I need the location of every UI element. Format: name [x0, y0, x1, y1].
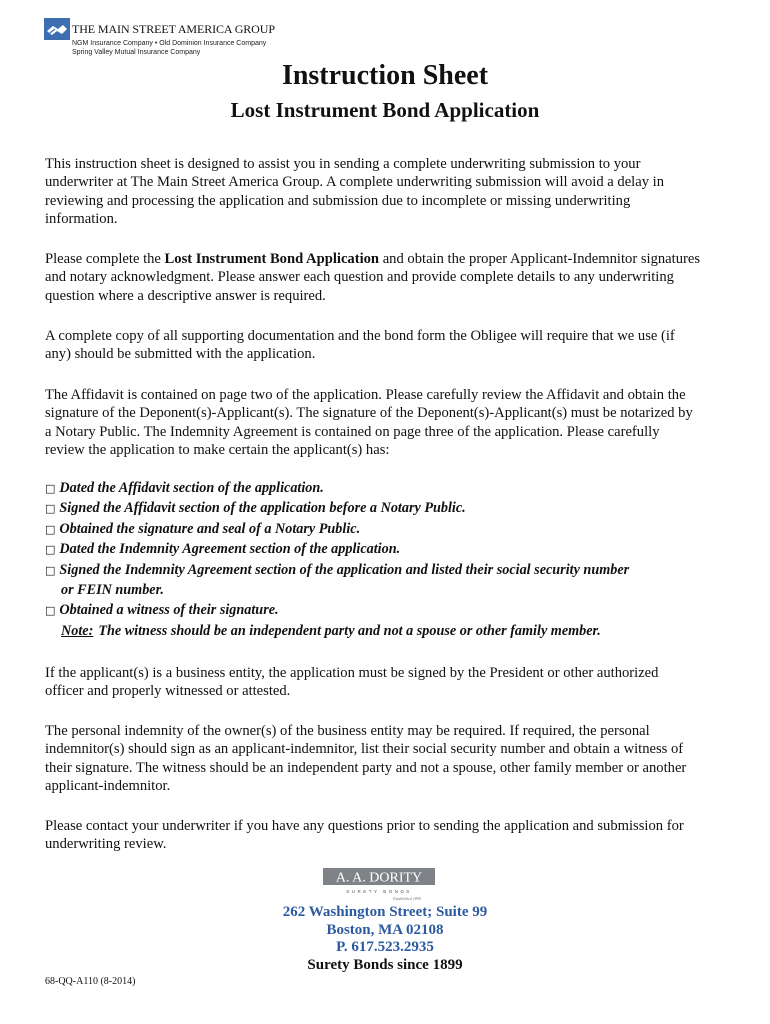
checkbox-icon: □: [45, 604, 56, 617]
note-text: The witness should be an independent party and not a spouse or other family member.: [98, 623, 601, 639]
text-line: review the application to make certain the applicant(s) has:: [45, 441, 390, 458]
footer-address-city: Boston, MA 02108: [326, 922, 444, 938]
checklist-text: Obtained a witness of their signature.: [59, 602, 279, 618]
text-line: signature of the Deponent(s)-Applicant(s). The signature of the Deponent(s)-Applicant(s) must be notarized by: [45, 405, 693, 422]
paragraph-supporting-docs: [45, 327, 735, 364]
text-line: Please contact your underwriter if you have any questions prior to sending the application and submission for: [45, 818, 684, 834]
page-title: Instruction Sheet: [281, 60, 489, 91]
checklist-text: Signed the Indemnity Agreement section of the application and listed their social security number: [59, 562, 630, 578]
checklist-text: Dated the Indemnity Agreement section of the application.: [59, 541, 401, 557]
text-line: [45, 250, 735, 268]
paragraph-intro: [45, 155, 735, 228]
dority-logo-name: A. A. DORITY: [335, 870, 423, 886]
text-line: A complete copy of all supporting documentation and the bond form the Obligee will require that we use (if: [45, 328, 675, 344]
company-subsidiaries-line1: NGM Insurance Company • Old Dominion Insurance Company: [72, 40, 267, 47]
text-line: a Notary Public. The Indemnity Agreement is contained on page three of the application. Please carefully: [45, 423, 660, 440]
checklist-item: [45, 478, 324, 499]
form-number: 68-QQ-A110 (8-2014): [45, 976, 136, 987]
text-line: The Affidavit is contained on page two of the application. Please carefully review the Affidavit and obtain the: [45, 387, 686, 403]
text-line: This instruction sheet is designed to assist you in sending a complete underwriting submission to your: [45, 156, 641, 172]
checklist-item: [45, 498, 466, 519]
footer-since: Surety Bonds since 1899: [307, 957, 463, 973]
dority-logo-established: Established 1899: [393, 896, 421, 901]
checklist-text: Obtained the signature and seal of a Notary Public.: [59, 521, 361, 537]
checkbox-icon: □: [45, 502, 56, 515]
text-line: any) should be submitted with the application.: [45, 346, 316, 363]
checkbox-icon: □: [45, 523, 56, 536]
paragraph-contact: [45, 817, 735, 854]
checklist-continuation: or FEIN number.: [61, 582, 164, 598]
text-line: reviewing and processing the application and submission due to incomplete or missing underwriting: [45, 192, 631, 209]
paragraph-complete-application: [45, 250, 735, 305]
company-name: THE MAIN STREET AMERICA GROUP: [72, 22, 275, 36]
checklist-item: [45, 560, 629, 581]
text-line: underwriter at The Main Street America Group. A complete underwriting submission will avoid a delay in: [45, 174, 665, 191]
checklist-item: [45, 539, 400, 560]
paragraph-personal-indemnity: [45, 722, 735, 795]
text-line: officer and properly witnessed or attested.: [45, 683, 291, 700]
text-line: question where a descriptive answer is required.: [45, 287, 326, 304]
text-span: and obtain the proper Applicant-Indemnitor signatures: [379, 251, 701, 267]
application-name: Lost Instrument Bond Application: [164, 251, 380, 267]
handshake-logo-icon: [44, 18, 70, 40]
dority-logo-tagline: SURETY BONDS: [346, 889, 412, 894]
text-line: If the applicant(s) is a business entity, the application must be signed by the President or other authorized: [45, 665, 659, 681]
text-line: and notary acknowledgment. Please answer each question and provide complete details to any underwriting: [45, 269, 674, 286]
text-line: indemnitor(s) should sign as an applicant-indemnitor, list their social security number and obtain a witness of: [45, 741, 684, 758]
company-subsidiaries-line2: Spring Valley Mutual Insurance Company: [72, 49, 201, 56]
paragraph-business-entity: [45, 664, 735, 701]
note-label: Note:: [61, 623, 94, 639]
text-line: their signature. The witness should be an independent party and not a spouse, other family member or another: [45, 759, 687, 776]
footer-address-street: 262 Washington Street; Suite 99: [282, 904, 488, 920]
checklist-text: Dated the Affidavit section of the application.: [59, 480, 324, 496]
text-line: information.: [45, 210, 118, 227]
checklist-note: [61, 621, 601, 641]
checkbox-icon: □: [45, 482, 56, 495]
text-line: The personal indemnity of the owner(s) of the business entity may be required. If required, the personal: [45, 723, 650, 739]
text-span: Please complete the: [45, 251, 165, 267]
checklist-item: [45, 519, 360, 540]
text-line: underwriting review.: [45, 836, 167, 853]
dority-logo: [323, 868, 435, 902]
text-line: applicant-indemnitor.: [45, 777, 171, 794]
checklist-item: [45, 600, 279, 621]
checkbox-icon: □: [45, 564, 56, 577]
paragraph-affidavit: [45, 386, 735, 459]
checkbox-icon: □: [45, 543, 56, 556]
checklist-text: Signed the Affidavit section of the application before a Notary Public.: [59, 500, 466, 516]
dority-logo-graphic: [323, 868, 435, 902]
page-subtitle: Lost Instrument Bond Application: [230, 98, 540, 122]
footer-phone: P. 617.523.2935: [336, 939, 434, 955]
